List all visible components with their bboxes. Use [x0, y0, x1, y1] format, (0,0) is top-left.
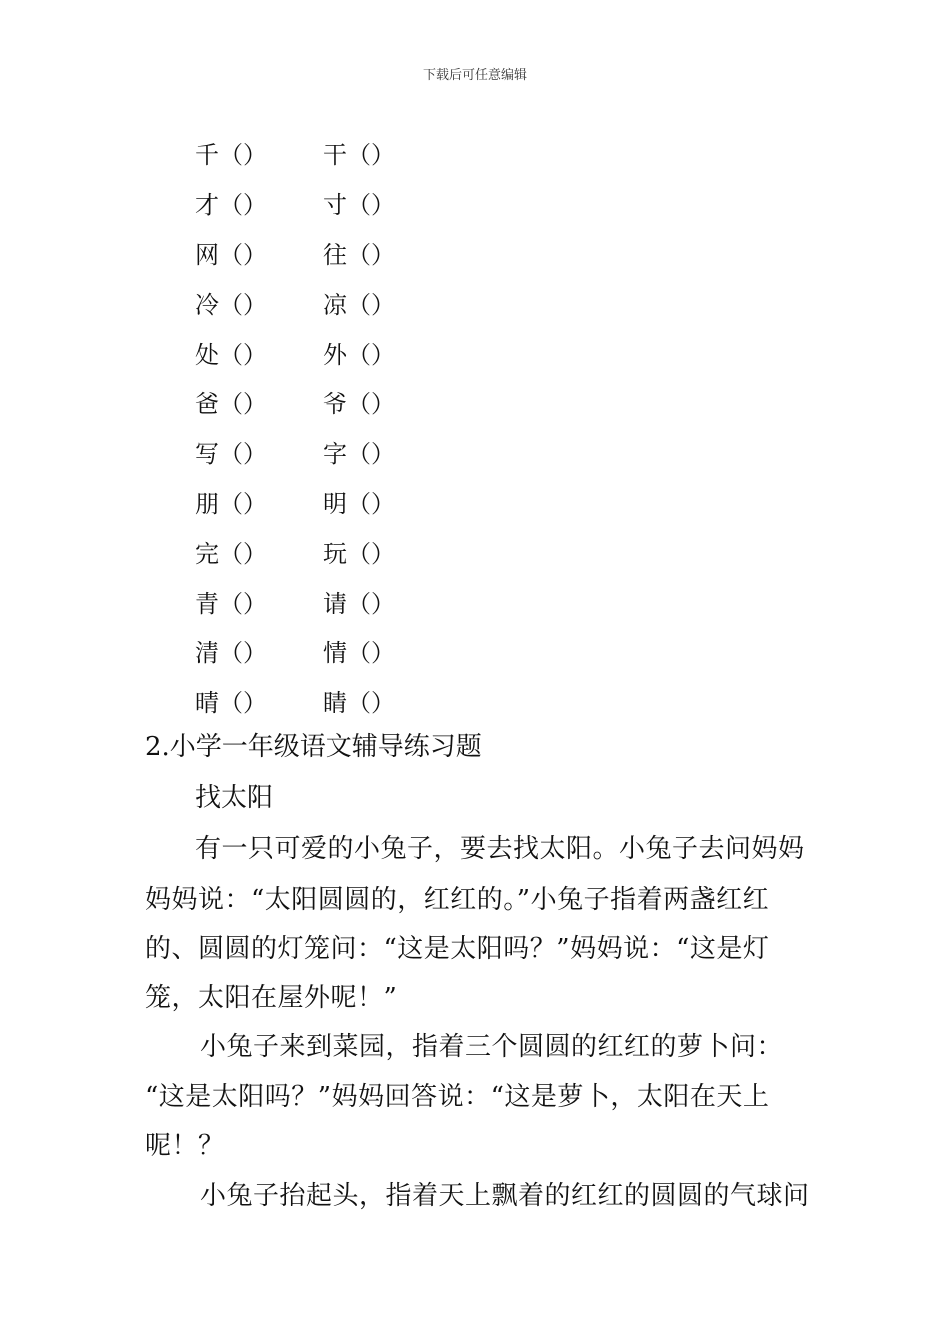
story-title: 找太阳 — [195, 783, 274, 813]
character-left: 晴（） — [195, 689, 267, 718]
story-line: 的、圆圆的灯笼问：“这是太阳吗？”妈妈说：“这是灯 — [145, 934, 770, 964]
character-left: 处（） — [195, 340, 267, 369]
story-line: 小兔子抬起头，指着天上飘着的红红的圆圆的气球问 — [200, 1181, 810, 1211]
character-pair-row — [195, 626, 423, 676]
character-pair-row — [195, 576, 423, 626]
character-right: 明（） — [323, 489, 395, 518]
section-title: 2.小学一年级语文辅导练习题 — [145, 732, 482, 762]
character-pair-row — [195, 526, 423, 576]
character-pair-row — [195, 128, 423, 178]
character-right: 情（） — [323, 639, 395, 668]
character-right: 外（） — [323, 340, 395, 369]
character-right: 凉（） — [323, 290, 395, 319]
page-header: 下载后可任意编辑 — [422, 68, 527, 83]
story-line: 小兔子来到菜园，指着三个圆圆的红红的萝卜问： — [200, 1032, 784, 1062]
story-line: 妈妈说：“太阳圆圆的，红红的。”小兔子指着两盏红红 — [145, 885, 770, 915]
character-left: 网（） — [195, 240, 267, 269]
character-right: 请（） — [323, 589, 395, 618]
story-line: “这是太阳吗？”妈妈回答说：“这是萝卜，太阳在天上 — [145, 1082, 770, 1112]
story-line: 笼，太阳在屋外呢！” — [145, 983, 398, 1013]
character-pair-row — [195, 477, 423, 527]
character-right: 往（） — [323, 240, 395, 269]
character-left: 冷（） — [195, 290, 267, 319]
character-right: 寸（） — [323, 191, 395, 220]
character-right: 干（） — [323, 141, 395, 170]
character-pairs-list — [195, 128, 423, 726]
character-right: 字（） — [323, 440, 395, 469]
story-line: 有一只可爱的小兔子，要去找太阳。小兔子去问妈妈 — [195, 834, 805, 864]
character-pair-row — [195, 676, 423, 726]
character-pair-row — [195, 277, 423, 327]
story-line: 呢！？ — [145, 1131, 225, 1161]
character-left: 写（） — [195, 440, 267, 469]
character-pair-row — [195, 377, 423, 427]
character-left: 清（） — [195, 639, 267, 668]
character-left: 朋（） — [195, 489, 267, 518]
character-right: 玩（） — [323, 539, 395, 568]
character-right: 睛（） — [323, 689, 395, 718]
character-left: 青（） — [195, 589, 267, 618]
character-pair-row — [195, 228, 423, 278]
character-left: 完（） — [195, 539, 267, 568]
character-pair-row — [195, 427, 423, 477]
character-left: 爸（） — [195, 390, 267, 419]
character-left: 才（） — [195, 191, 267, 220]
character-left: 千（） — [195, 141, 267, 170]
character-right: 爷（） — [323, 390, 395, 419]
character-pair-row — [195, 178, 423, 228]
character-pair-row — [195, 327, 423, 377]
